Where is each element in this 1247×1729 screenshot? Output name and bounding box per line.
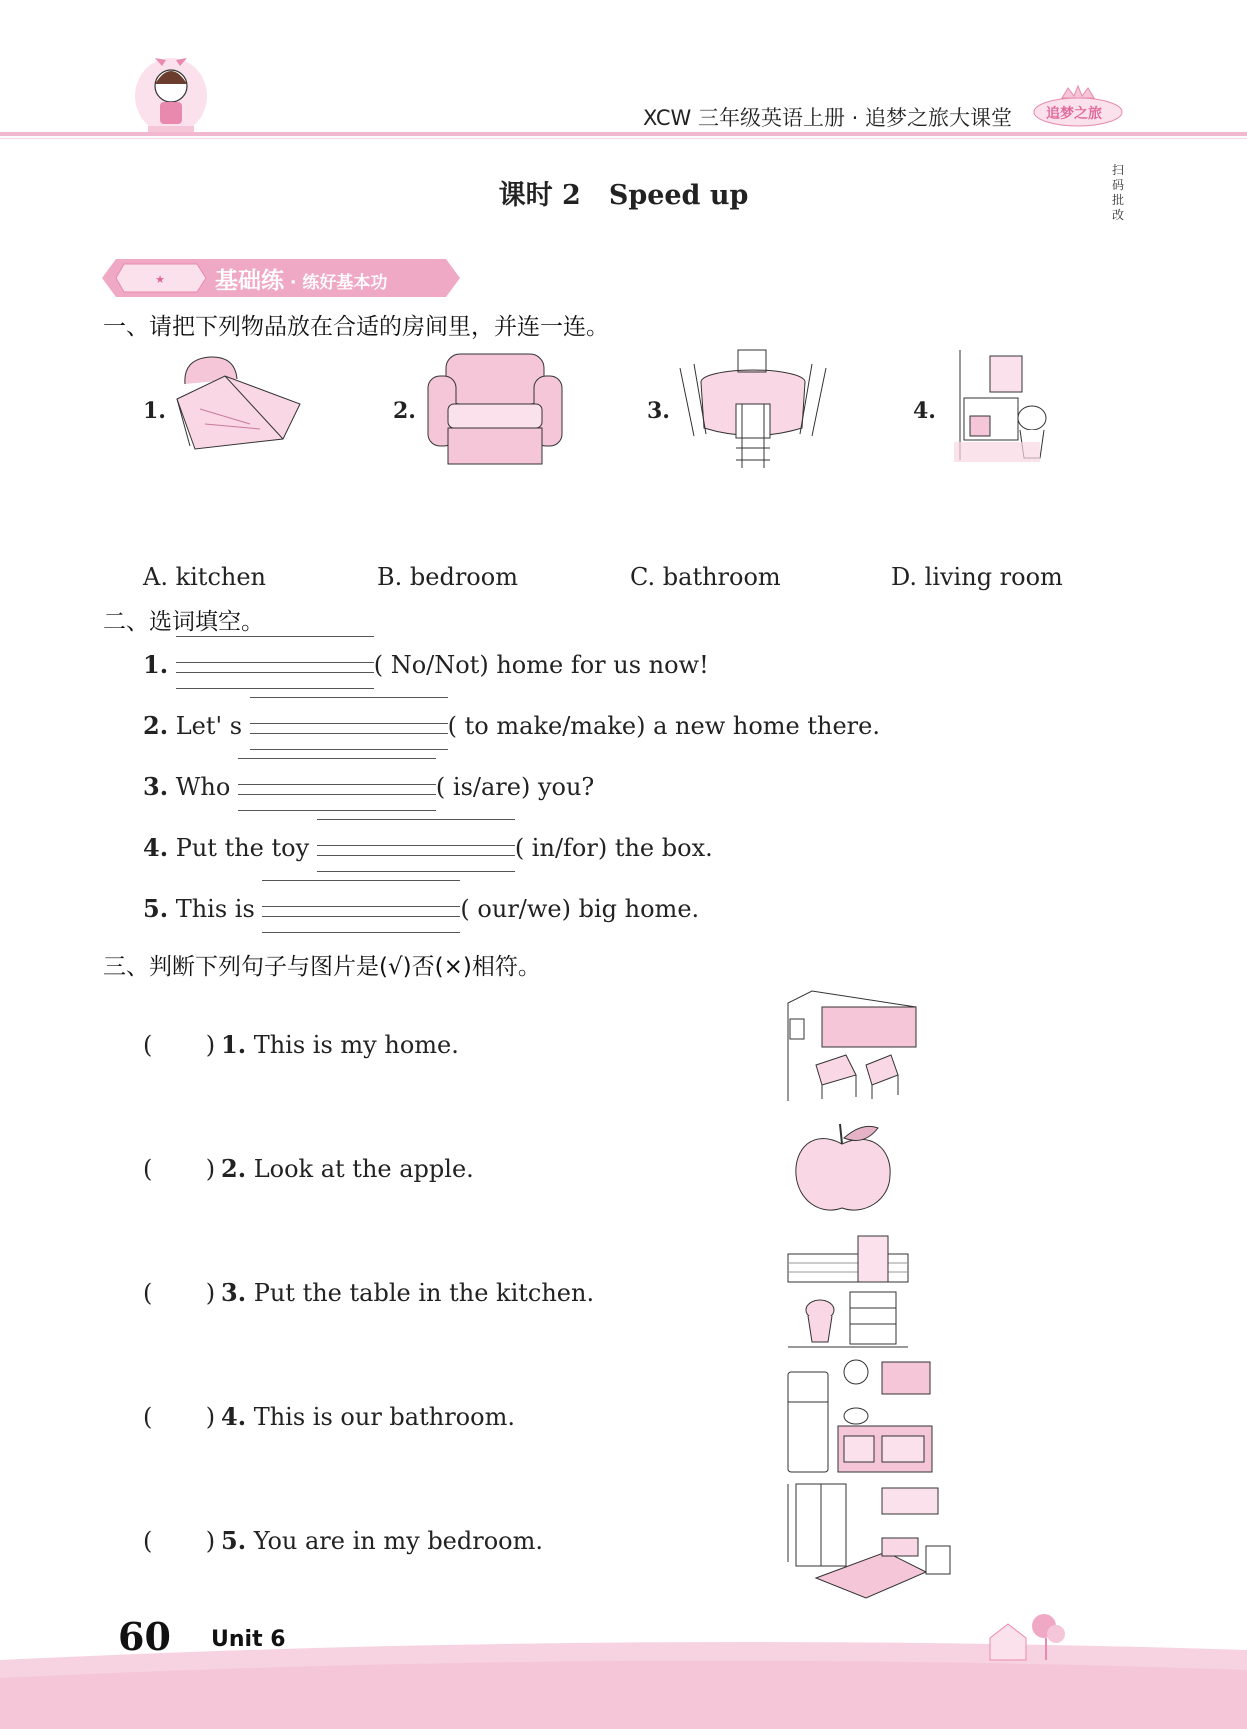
option-a: A. kitchen: [143, 563, 267, 591]
judge-row-5-text: You are in my bedroom.: [253, 1527, 544, 1555]
judge-row-2-num: 2.: [221, 1154, 247, 1183]
fill-row-5-blank[interactable]: [262, 896, 460, 926]
mascot-logo: [128, 48, 214, 136]
judge-row-2: [143, 1154, 474, 1183]
fill-row-2-num: 2.: [143, 711, 169, 740]
fill-row-4: [143, 833, 713, 865]
judge-row-2-answer[interactable]: ( ): [143, 1155, 216, 1183]
section1-title: 一、请把下列物品放在合适的房间里，并连一连。: [103, 314, 609, 340]
judge-row-3: [143, 1278, 594, 1307]
fill-row-4-after: ( in/for) the box.: [514, 834, 713, 862]
fill-row-5-before: This is: [175, 895, 255, 923]
fill-row-1-blank[interactable]: [176, 652, 374, 682]
scan-note: 扫码批改: [1111, 163, 1124, 222]
apple-icon: [792, 1120, 896, 1216]
banner-sub: · 练好基本功: [290, 273, 388, 293]
banner-label: [215, 262, 387, 295]
judge-row-4-text: This is our bathroom.: [253, 1403, 515, 1431]
judge-row-1-text: This is my home.: [253, 1031, 459, 1059]
kitchen-icon: [786, 1356, 934, 1474]
fill-row-4-num: 4.: [143, 833, 169, 862]
banner-main: 基础练: [215, 268, 284, 294]
lesson-title: [0, 173, 1247, 212]
item1-number: 1.: [143, 398, 166, 424]
fill-row-5: [143, 894, 699, 926]
header-rule-thin: [0, 138, 1247, 139]
dining-table-icon: [676, 348, 830, 472]
fill-row-2-before: Let' s: [175, 712, 243, 740]
item4-number: 4.: [913, 398, 936, 424]
fill-row-2-blank[interactable]: [250, 713, 448, 743]
judge-row-5-num: 5.: [221, 1526, 247, 1555]
section2-title: 二、选词填空。: [103, 609, 264, 635]
judge-row-1-num: 1.: [221, 1030, 247, 1059]
fill-row-5-after: ( our/we) big home.: [460, 895, 700, 923]
judge-row-1-answer[interactable]: ( ): [143, 1031, 216, 1059]
judge-row-5: [143, 1526, 543, 1555]
fill-row-3-blank[interactable]: [238, 774, 436, 804]
bed-icon: [165, 354, 315, 454]
option-d: D. living room: [891, 563, 1063, 591]
option-c: C. bathroom: [630, 563, 781, 591]
bedroom-icon: [786, 1482, 970, 1600]
series-logo-text: 追梦之旅: [1046, 106, 1102, 122]
fill-row-2: [143, 711, 880, 743]
fill-row-3: [143, 772, 594, 804]
header-rule: [0, 132, 1247, 136]
item3-number: 3.: [647, 398, 670, 424]
house-tree-icon: [984, 1612, 1066, 1662]
item2-number: 2.: [393, 398, 416, 424]
fill-row-1-after: ( No/Not) home for us now!: [373, 651, 709, 679]
judge-row-2-text: Look at the apple.: [253, 1155, 474, 1183]
lesson-name: Speed up: [608, 180, 749, 211]
lesson-number: 课时 2: [498, 180, 581, 211]
judge-row-5-answer[interactable]: ( ): [143, 1527, 216, 1555]
option-b: B. bedroom: [377, 563, 518, 591]
bathroom-fixtures-icon: [940, 350, 1052, 468]
judge-row-1: [143, 1030, 459, 1059]
classroom-icon: [786, 985, 920, 1101]
fill-row-2-after: ( to make/make) a new home there.: [447, 712, 880, 740]
fill-row-4-before: Put the toy: [175, 834, 310, 862]
judge-row-4-answer[interactable]: ( ): [143, 1403, 216, 1431]
bathroom-icon: [786, 1232, 910, 1350]
judge-row-3-answer[interactable]: ( ): [143, 1279, 216, 1307]
unit-label: Unit 6: [211, 1627, 286, 1652]
judge-row-3-text: Put the table in the kitchen.: [253, 1279, 595, 1307]
judge-row-3-num: 3.: [221, 1278, 247, 1307]
fill-row-3-after: ( is/are) you?: [435, 773, 595, 801]
fill-row-3-before: Who: [175, 773, 231, 801]
section3-title: 三、判断下列句子与图片是(√)否(×)相符。: [103, 954, 541, 980]
judge-row-4: [143, 1402, 515, 1431]
svg-text:★: ★: [155, 273, 165, 286]
judge-row-4-num: 4.: [221, 1402, 247, 1431]
series-title: XCW 三年级英语上册 · 追梦之旅大课堂: [643, 106, 1012, 130]
fill-row-3-num: 3.: [143, 772, 169, 801]
fill-row-4-blank[interactable]: [317, 835, 515, 865]
page-number: 60: [118, 1614, 171, 1659]
fill-row-5-num: 5.: [143, 894, 169, 923]
fill-row-1: [143, 650, 709, 682]
fill-row-1-num: 1.: [143, 650, 169, 679]
armchair-icon: [422, 350, 568, 468]
